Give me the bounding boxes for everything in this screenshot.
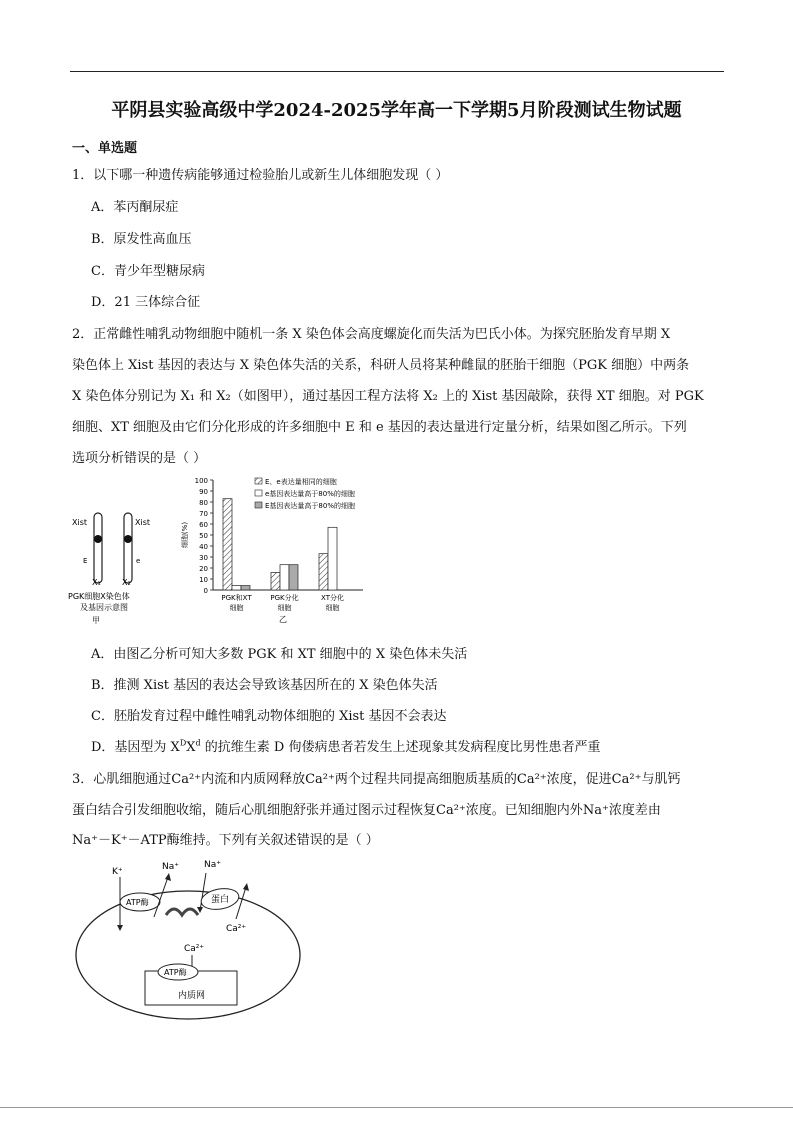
x-category-label: XT分化 <box>321 594 344 602</box>
atp-enzyme-label-1: ATP酶 <box>126 898 149 907</box>
q3-l2-b: 浓度。已知细胞内外 <box>465 803 583 818</box>
figure-cell-diagram <box>70 855 310 1025</box>
q3-l1-ca3: Ca²⁺ <box>516 772 547 787</box>
x1-label: X₁ <box>92 578 101 587</box>
xist-label-x1: Xist <box>72 518 88 527</box>
na-label-2: Na⁺ <box>204 860 221 870</box>
na-arrow-1-head <box>165 873 171 881</box>
q2-stem-line4: 细胞、XT 细胞及由它们分化形成的许多细胞中 E 和 e 基因的表达量进行定量分析，结果如图乙所示。下列 <box>72 420 687 435</box>
figure-bar-chart <box>175 470 415 630</box>
q3-l1-ca4: Ca²⁺ <box>611 772 642 787</box>
y-tick-label: 50 <box>199 532 208 540</box>
legend-label: E、e表达量相同的细胞 <box>265 478 337 486</box>
x-category-label: 细胞 <box>277 604 292 612</box>
q3-l1-ca1: Ca²⁺ <box>171 772 202 787</box>
legend-swatch <box>255 478 262 484</box>
q2-option-d-mid: X <box>186 740 196 755</box>
q3-l1-a: 3．心肌细胞通过 <box>72 772 172 787</box>
y-tick-label: 10 <box>199 576 208 584</box>
y-tick-label: 70 <box>199 510 208 518</box>
q3-l1-b: 内流和内质网释放 <box>201 772 306 787</box>
gene-e-upper: E <box>83 557 88 565</box>
ca-in-label: Ca²⁺ <box>184 944 205 954</box>
q2-option-d-sup1: D <box>179 738 187 748</box>
na-label-1: Na⁺ <box>162 862 179 872</box>
section-heading: 一、单选题 <box>72 141 138 156</box>
bar <box>223 499 232 590</box>
q2-option-b: B．推测 Xist 基因的表达会导致该基因所在的 X 染色体失活 <box>91 678 438 693</box>
y-tick-label: 90 <box>199 488 208 496</box>
y-tick-label: 100 <box>194 477 208 485</box>
bar <box>241 586 250 590</box>
er-label: 内质网 <box>178 991 206 1001</box>
q3-l1-ca2: Ca²⁺ <box>305 772 335 787</box>
q2-option-d-pre: D．基因型为 X <box>91 740 180 755</box>
y-axis-label: 细胞(%) <box>181 521 189 549</box>
q3-stem-line2 <box>72 799 661 818</box>
q3-l1-d: 浓度，促进 <box>546 772 612 787</box>
chromosome-x2 <box>124 513 132 583</box>
q3-l2-a: 蛋白结合引发细胞收缩，随后心肌细胞舒张并通过图示过程恢复 <box>72 803 437 818</box>
bar <box>271 572 280 590</box>
bar <box>328 527 337 590</box>
x2-label: X₂ <box>122 578 131 587</box>
x-category-label: PGK分化 <box>270 594 299 602</box>
q2-option-a: A．由图乙分析可知大多数 PGK 和 XT 细胞中的 X 染色体未失活 <box>91 647 468 662</box>
legend-label: E基因表达量高于80%的细胞 <box>265 502 355 510</box>
y-tick-label: 20 <box>199 565 208 573</box>
fig-a-label: 甲 <box>92 616 100 625</box>
y-tick-label: 80 <box>199 499 208 507</box>
q2-option-c: C．胚胎发育过程中雌性哺乳动物体细胞的 Xist 基因不会表达 <box>91 709 447 724</box>
q2-stem-line3: X 染色体分别记为 X₁ 和 X₂（如图甲），通过基因工程方法将 X₂ 上的 Xist 基因敲除，获得 XT 细胞。对 PGK <box>72 389 704 404</box>
q3-stem-line1 <box>72 768 680 787</box>
atp-enzyme-label-2: ATP酶 <box>164 968 187 977</box>
k-label: K⁺ <box>112 867 123 877</box>
x-category-label: 细胞 <box>229 604 244 612</box>
header-rule <box>70 71 724 72</box>
q2-stem-line2: 染色体上 Xist 基因的表达与 X 染色体失活的关系，科研人员将某种雌鼠的胚胎干细胞（PGK 细胞）中两条 <box>72 358 690 373</box>
q3-l2-c: 浓度差由 <box>608 803 661 818</box>
y-tick-label: 30 <box>199 554 208 562</box>
q1-option-c: C．青少年型糖尿病 <box>91 264 205 279</box>
q2-option-d-sup2: d <box>195 738 201 748</box>
y-tick-label: 40 <box>199 543 208 551</box>
legend-swatch <box>255 502 262 508</box>
q3-l1-e: 与肌钙 <box>641 772 681 787</box>
q3-l2-ca: Ca²⁺ <box>436 803 466 818</box>
gene-e-lower: e <box>136 557 141 565</box>
q3-l1-c: 两个过程共同提高细胞质基质的 <box>334 772 517 787</box>
q2-stem-line1: 2．正常雌性哺乳动物细胞中随机一条 X 染色体会高度螺旋化而失活为巴氏小体。为探究胚胎发育早期 X <box>72 327 671 342</box>
bar <box>232 586 241 590</box>
q1-option-d: D．21 三体综合征 <box>91 295 201 310</box>
ca-out-arrow-head <box>243 883 249 891</box>
figure-chromosomes <box>66 505 176 633</box>
legend-label: e基因表达量高于80%的细胞 <box>265 490 355 498</box>
page-title: 平阴县实验高级中学2024-2025学年高一下学期5月阶段测试生物试题 <box>111 100 682 121</box>
bar <box>280 565 289 590</box>
protein-label: 蛋白 <box>211 895 230 905</box>
q2-stem-line5: 选项分析错误的是（ ） <box>72 451 207 466</box>
fig-a-caption1: PGK细胞X染色体 <box>68 592 130 601</box>
q2-option-d <box>91 736 600 755</box>
q1-option-b: B．原发性高血压 <box>91 232 192 247</box>
x-category-label: 细胞 <box>325 604 340 612</box>
bar <box>289 565 298 590</box>
chromosome-x1 <box>94 513 102 583</box>
centromere-x1 <box>94 535 102 543</box>
q3-stem-line3 <box>72 829 379 848</box>
q1-option-a: A．苯丙酮尿症 <box>91 200 179 215</box>
fig-b-label: 乙 <box>279 615 287 624</box>
q3-l3-formula: Na⁺－K⁺－ATP <box>72 833 167 848</box>
q2-option-d-post: 的抗维生素 D 佝偻病患者若发生上述现象其发病程度比男性患者严重 <box>200 740 601 755</box>
xist-label-x2: Xist <box>135 518 151 527</box>
x-category-label: PGK和XT <box>221 594 252 602</box>
footer-rule <box>0 1107 793 1108</box>
centromere-x2 <box>124 535 132 543</box>
q3-l3-b: 酶维持。下列有关叙述错误的是（ ） <box>166 833 379 848</box>
y-tick-label: 0 <box>203 587 208 595</box>
y-tick-label: 60 <box>199 521 208 529</box>
ca-out-label: Ca²⁺ <box>226 924 247 934</box>
q3-l2-na: Na⁺ <box>582 803 609 818</box>
fig-a-caption2: 及基因示意图 <box>80 603 128 612</box>
q1-stem: 1．以下哪一种遗传病能够通过检验胎儿或新生儿体细胞发现（ ） <box>72 168 449 183</box>
bar <box>319 554 328 590</box>
legend-swatch <box>255 490 262 496</box>
